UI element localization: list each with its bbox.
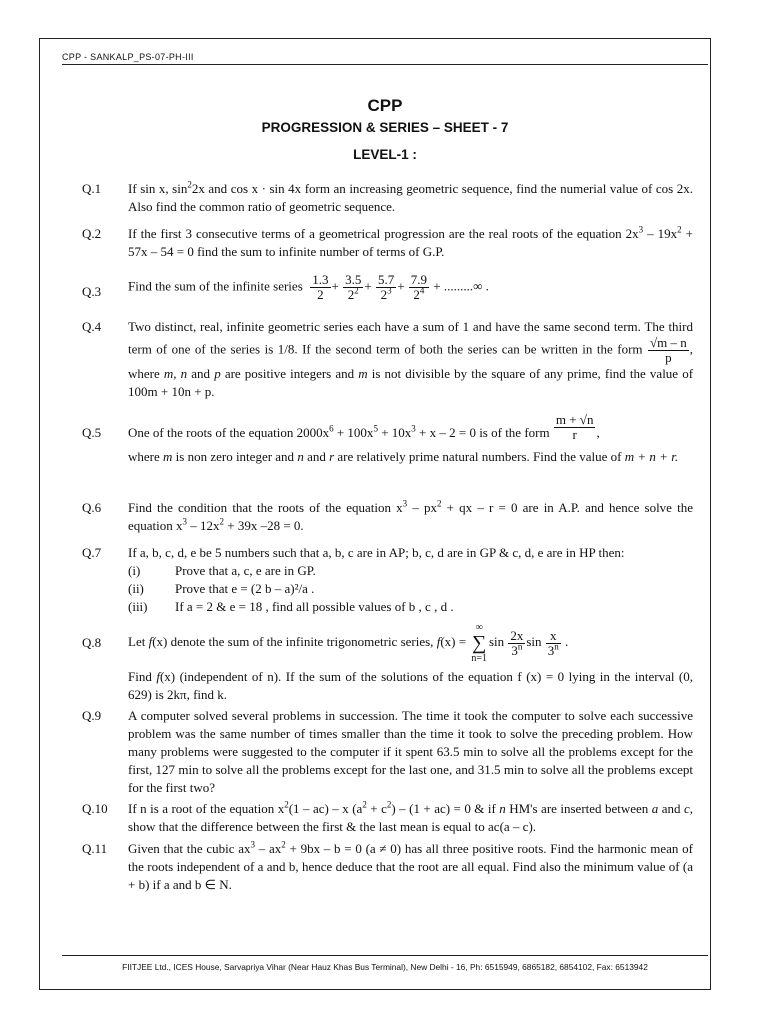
question-number: Q.3 bbox=[82, 284, 102, 299]
question-number: Q.1 bbox=[82, 181, 102, 196]
question-text: Let f(x) denote the sum of the infinite trigonometric series, f(x) = ∞ ∑ n=1sin $\frac{2x}{3^n}$ sin $\frac{x}{3^n}$ . Find f(x) (independent of n). If the sum of the solutions of the equation f (x) = 0 lying in the interval (0, 629) is 2kπ, find k. bbox=[128, 622, 694, 702]
question-text: Two distinct, real, infinite geometric series each have a sum of 1 and have the same second term. The third term of one of the series is 1/8. If the second term of both the series can be written in the form $\frac{√m - n}{p}$ , where m, n and p are positive integers and m is not divisible by the square of any prime, find the value of 100m + 10n + p. bbox=[128, 319, 694, 399]
header-rule bbox=[62, 64, 708, 65]
header-code: CPP - SANKALP_PS-07-PH-III bbox=[62, 52, 194, 62]
fraction-sqrt-m-minus-n: $\frac{√m - n}{p}$ bbox=[650, 335, 687, 365]
summation-sign: ∞ ∑ n=1 bbox=[471, 622, 487, 664]
series-term-2: $\frac{3.5}{2^2}$ bbox=[345, 272, 362, 302]
footer-address: FIITJEE Ltd., ICES House, Sarvapriya Vihar (Near Hauz Khas Bus Terminal), New Delhi - 16, Ph: 6515949, 6865182, 6854102, Fax: 6513942 bbox=[122, 962, 648, 972]
question-number: Q.11 bbox=[82, 841, 108, 856]
question-number: Q.6 bbox=[82, 500, 102, 515]
page-subtitle: PROGRESSION & SERIES – SHEET - 7 bbox=[261, 120, 509, 135]
fraction-2x-over-3n: $\frac{2x}{3^n}$ bbox=[510, 627, 524, 658]
fraction-x-over-3n: $\frac{x}{3^n}$ bbox=[547, 627, 559, 658]
series-term-3: $\frac{5.7}{2^3}$ bbox=[377, 272, 395, 302]
question-text: If a, b, c, d, e be 5 numbers such that a, b, c are in AP; b, c, d are in GP & c, d, e are in HP then: (i) Prove that a, c, e are in GP. (ii) Prove that e = (2 b – a)²/a . (iii) If a = 2 & e = 18 , find all possible values of b , c , d . bbox=[128, 544, 693, 616]
question-number: Q.8 bbox=[82, 635, 102, 650]
question-number: Q.9 bbox=[82, 708, 102, 723]
question-text: If sin x, $\sin^22x$ and cos x · sin 4x form an increasing geometric sequence, find the numerial value of cos 2x. Also find the common ratio of geometric sequence. bbox=[128, 179, 694, 214]
question-number: Q.5 bbox=[82, 425, 102, 440]
sub-question-ii: (ii) Prove that e = (2 b – a)²/a . bbox=[128, 581, 315, 596]
footer-rule bbox=[62, 955, 708, 956]
series-term-4: $\frac{7.9}{2^4}$ bbox=[410, 272, 428, 302]
question-text: Find the condition that the roots of the equation $x^3 - px^2$ + qx – r = 0 are in A.P. and hence solve the equation $x^3 - 12x^2 + 39x$ –28 = 0. bbox=[128, 498, 694, 533]
page-title: CPP bbox=[367, 96, 403, 115]
fraction-m-plus-sqrt-n: $\frac{m + √n}{r}$ bbox=[555, 411, 594, 442]
sub-question-iii: (iii) If a = 2 & e = 18 , find all possible values of b , c , d . bbox=[128, 599, 454, 614]
level-heading: LEVEL-1 : bbox=[353, 147, 417, 162]
question-number: Q.4 bbox=[82, 319, 102, 334]
question-text: One of the roots of the equation $2000x^6 + 100x^5 + 10x^3 + x - 2 = 0$ is of the form $\frac{m + √n}{r}$ , where m is non zero integer and n and r are relatively prime natural numbers. Find the value of m + n + r. bbox=[128, 411, 679, 464]
sub-question-i: (i) Prove that a, c, e are in GP. bbox=[128, 563, 316, 578]
series-term-1: $\frac{1.3}{2}$ bbox=[312, 272, 329, 302]
question-number: Q.10 bbox=[82, 801, 108, 816]
question-text: If n is a root of the equation $x^2(1 - ac)$ – x $(a^2 + c^2) - (1 + ac) = 0$ & if n HM's are inserted between a and c, show that the difference between the first & the last mean is equal to ac(a – c). bbox=[128, 799, 694, 834]
question-text: A computer solved several problems in succession. The time it took the computer to solve each successive problem was the same number of times smaller than the time it took to solve the preceding problem. How many problems were suggested to the computer if it spent 63.5 min to solve all the problems except for the first, 127 min to solve all the problems except for the last one, and 31.5 min to solve all the problems except for the first two? bbox=[128, 708, 693, 795]
question-text: If the first 3 consecutive terms of a geometrical progression are the real roots of the equation $2x^3 - 19x^2 + 57x - 54 = 0$ find the sum to infinite number of terms of G.P. bbox=[128, 224, 693, 259]
question-text: Find the sum of the infinite series $\frac{1.3}{2}$ + $\frac{3.5}{2^2}$ + $\frac{5.7}{2^3}$ + $\frac{7.9}{2^4}$ + .........∞ . bbox=[128, 272, 489, 302]
question-number: Q.2 bbox=[82, 226, 102, 241]
question-number: Q.7 bbox=[82, 545, 102, 560]
question-text: Given that the cubic $ax^3 - ax^2 + 9bx - b = 0$ (a ≠ 0) has all three positive roots. Find the harmonic mean of the roots independent of a and b, hence deduce that the root are all equal. Find also the minimum value of (a + b) if a and b ∈ N. bbox=[128, 839, 693, 892]
